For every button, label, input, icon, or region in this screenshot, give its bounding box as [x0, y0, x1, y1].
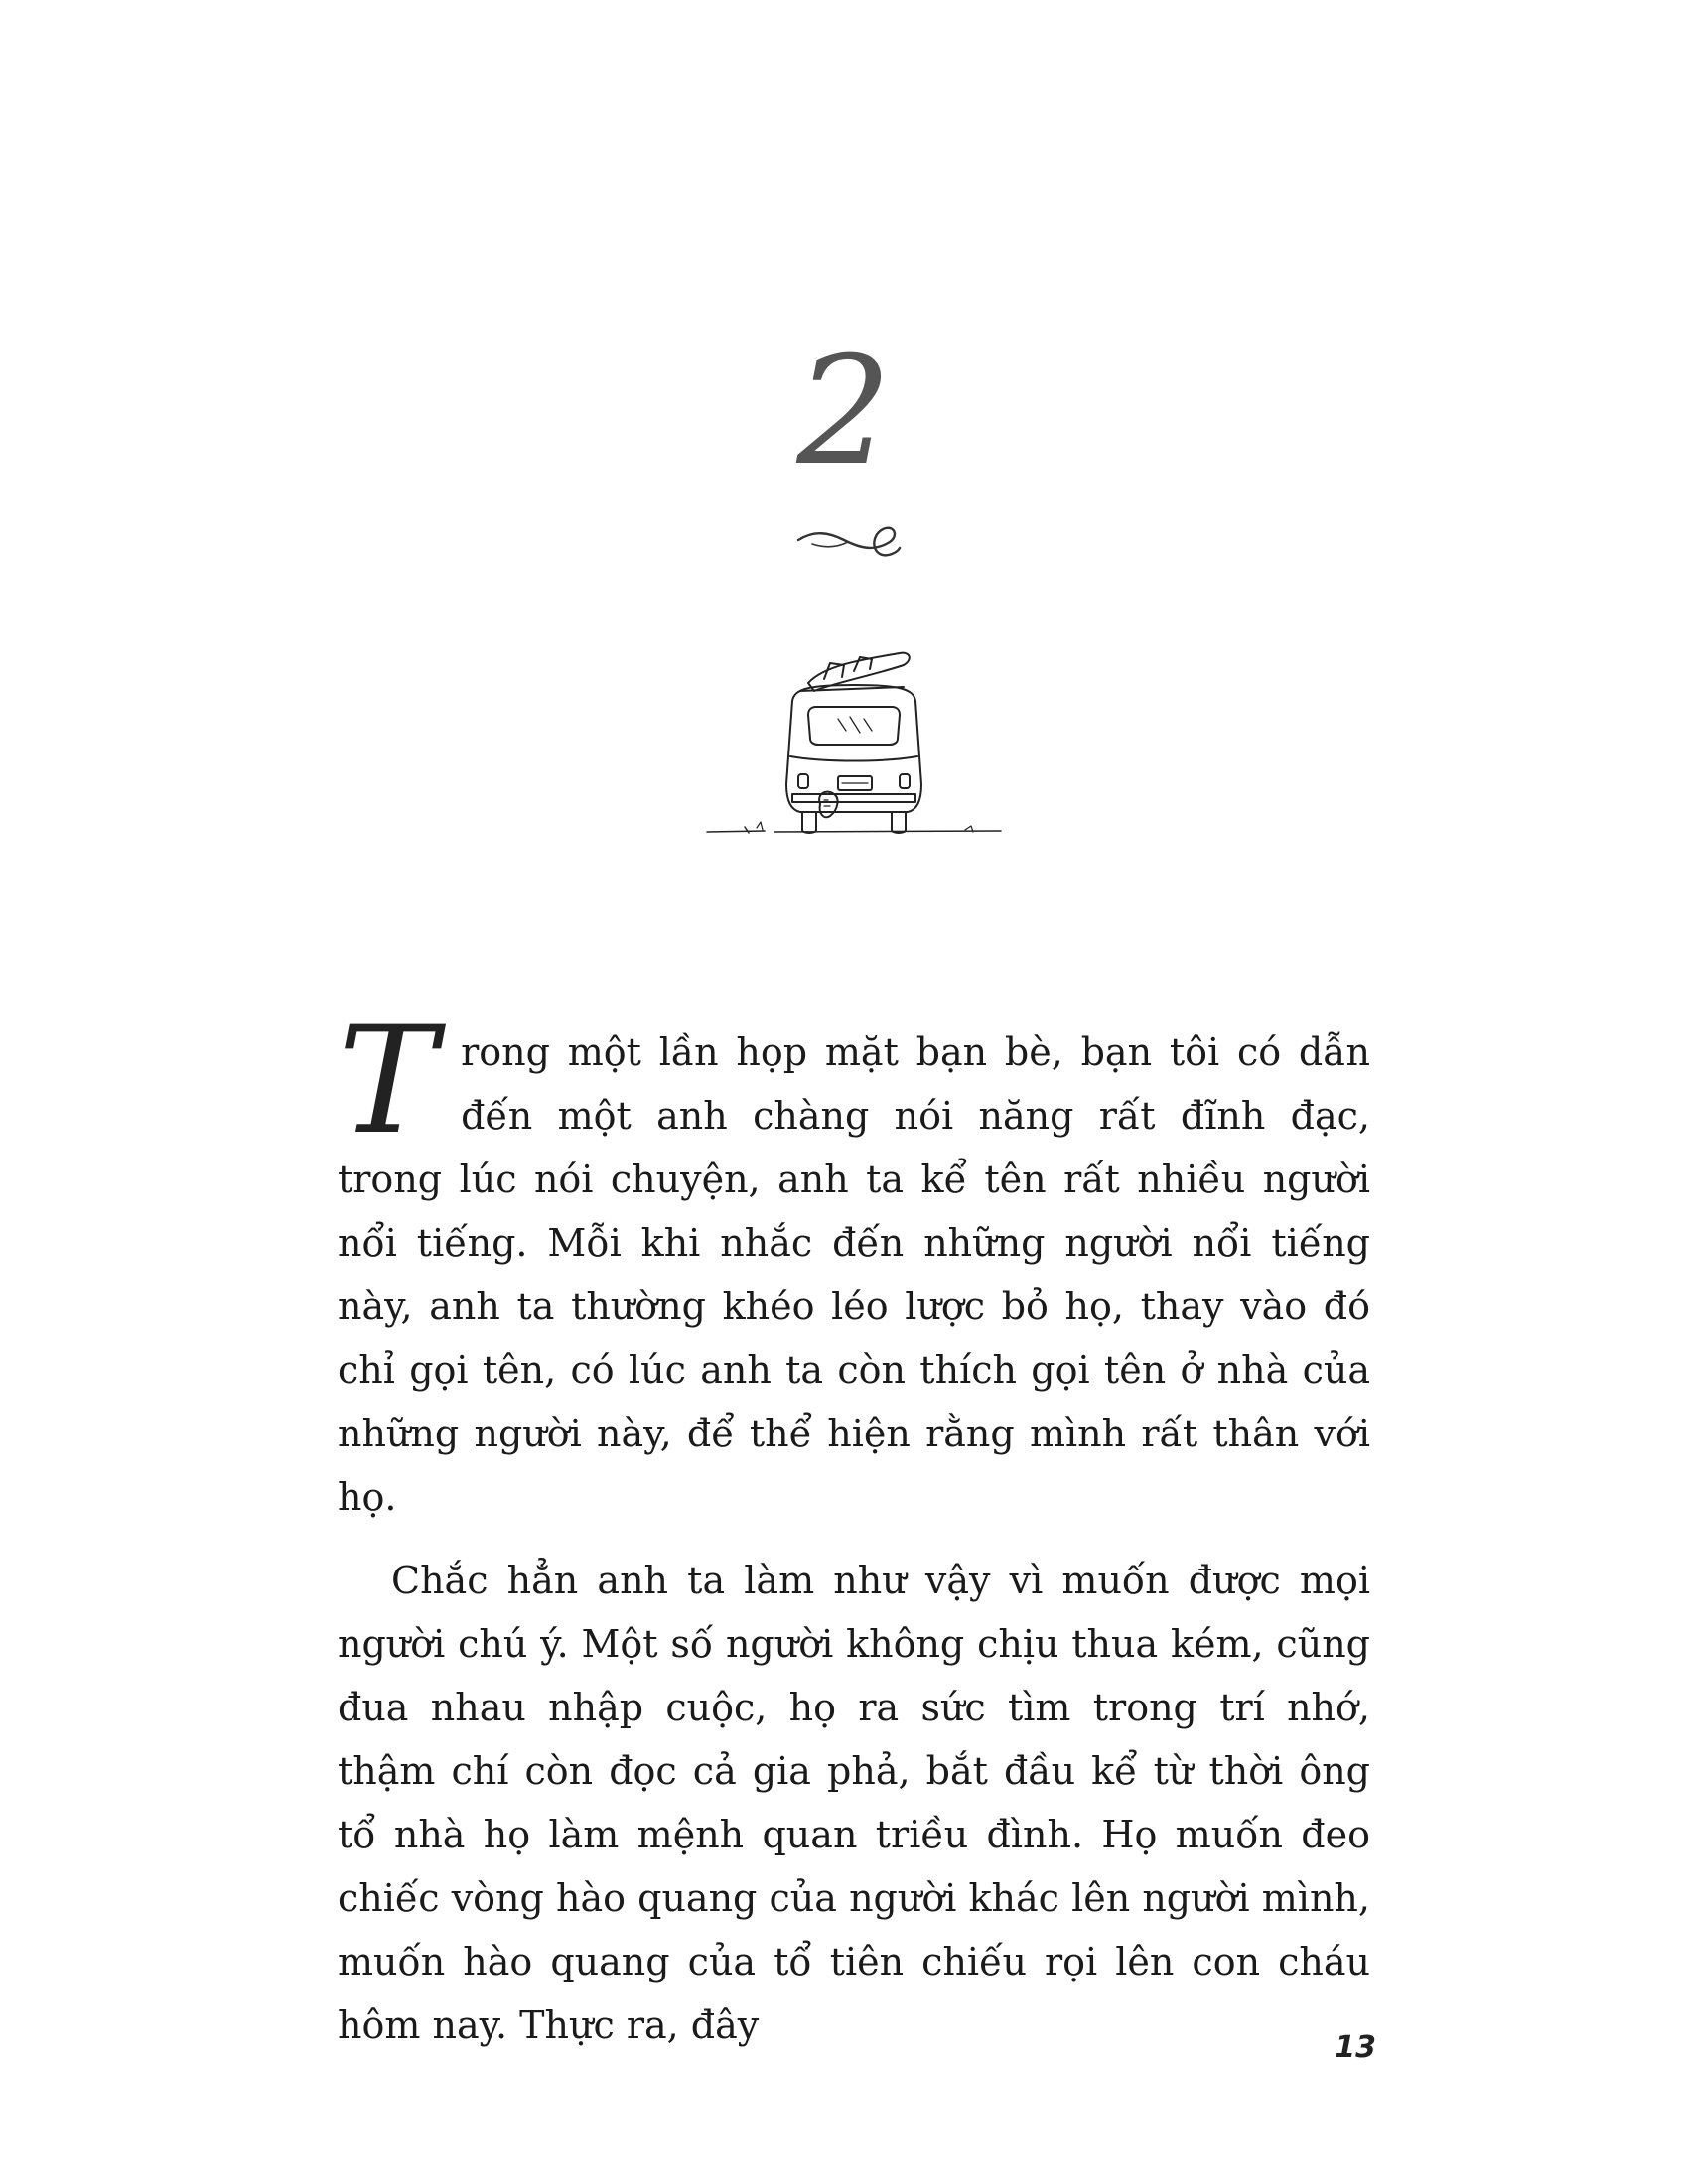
- flourish-icon: [794, 518, 904, 562]
- van-with-luggage-icon: [705, 635, 1003, 844]
- paragraph-1: [338, 995, 1370, 1529]
- body-text: [338, 995, 1370, 2057]
- chapter-number: 2: [796, 326, 892, 498]
- paragraph-1-text: rong một lần họp mặt bạn bè, bạn tôi có dẫn đến một anh chàng nói năng rất đĩnh đạc, trong lúc nói chuyện, anh ta kể tên rất nhiều người nổi tiếng. Mỗi khi nhắc đến những người nổi tiếng này, anh ta thường khéo léo lược bỏ họ, thay vào đó chỉ gọi tên, có lúc anh ta còn thích gọi tên ở nhà của những người này, để thể hiện rằng mình rất thân với họ.: [338, 1030, 1370, 1519]
- paragraph-2: Chắc hẳn anh ta làm như vậy vì muốn được mọi người chú ý. Một số người không chịu thua kém, cũng đua nhau nhập cuộc, họ ra sức tìm trong trí nhớ, thậm chí còn đọc cả gia phả, bắt đầu kể từ thời ông tổ nhà họ làm mệnh quan triều đình. Họ muốn đeo chiếc vòng hào quang của người khác lên người mình, muốn hào quang của tổ tiên chiếu rọi lên con cháu hôm nay. Thực ra, đây: [338, 1559, 1370, 2047]
- drop-cap: T: [338, 995, 438, 1167]
- page-number: 13: [1335, 2030, 1376, 2065]
